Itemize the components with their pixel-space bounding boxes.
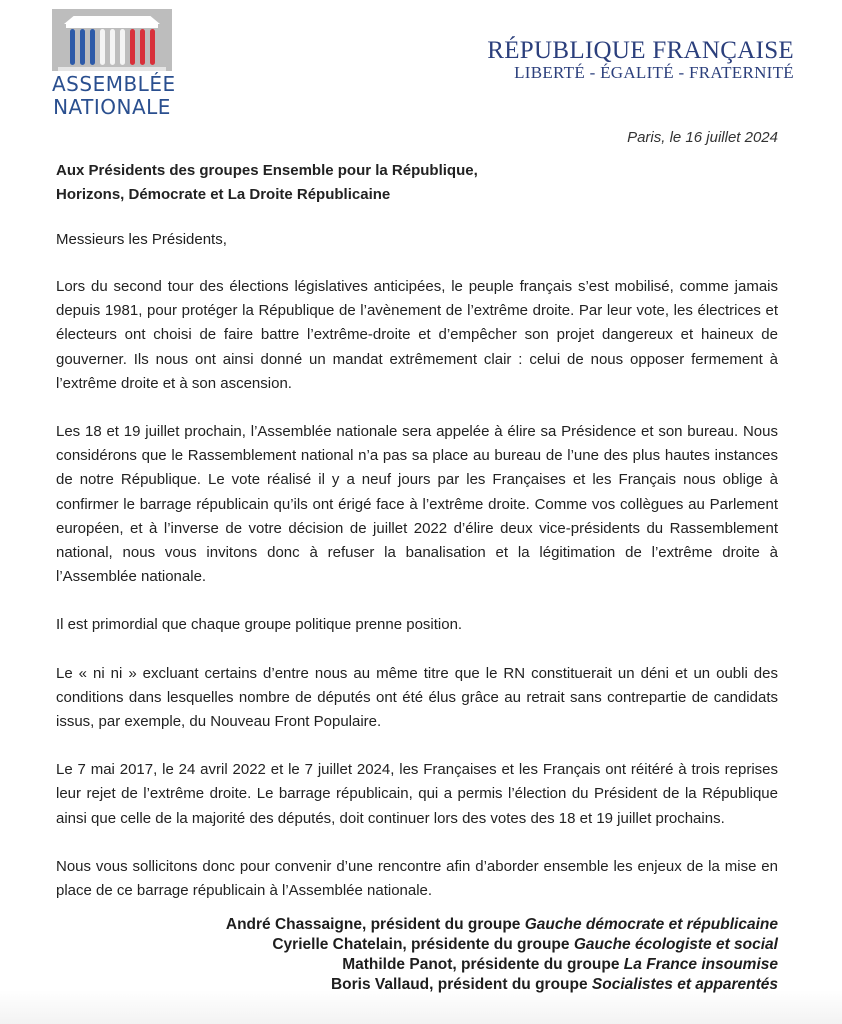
signatory-group: Gauche écologiste et social [573,936,778,953]
republique-header [487,38,794,82]
signature-line [226,915,778,935]
paragraph: Le 7 mai 2017, le 24 avril 2022 et le 7 juillet 2024, les Françaises et les Français ont réitéré à trois reprises leur rejet de l’extrême droite. Le barrage républicain, qui a permis l’élection du Président de la République ainsi que celle de la majorité des députés, doit continuer lors des votes des 18 et 19 juillet prochains. [56,761,778,827]
signature-line [226,975,778,995]
signatory-name-role: Boris Vallaud, président du groupe [330,976,592,993]
signatory-group: La France insoumise [623,956,778,973]
letter-body [56,275,778,927]
signature-line [226,935,778,955]
signatory-group: Gauche démocrate et républicaine [524,916,778,933]
paragraph: Il est primordial que chaque groupe politique prenne position. [56,616,463,634]
signatory-name-role: Mathilde Panot, présidente du groupe [342,956,624,973]
republique-title: RÉPUBLIQUE FRANÇAISE [487,37,794,64]
signatory-group: Socialistes et apparentés [591,976,778,993]
signature-line [226,955,778,975]
paragraph: Le « ni ni » excluant certains d’entre nous au même titre que le RN constituerait un déni et un oubli des conditions dans lesquelles nombre de députés ont été élus grâce au retrait sans contrepartie de candidats issus, par exemple, du Nouveau Front Populaire. [56,664,778,731]
logo-text-line2: NATIONALE [53,95,171,119]
addressee [56,159,478,207]
signatures [226,915,778,995]
republique-motto: LIBERTÉ - ÉGALITÉ - FRATERNITÉ [514,63,794,82]
letter-date: Paris, le 16 juillet 2024 [627,129,778,146]
addressee-line: Horizons, Démocrate et La Droite Républicaine [56,186,391,203]
hemicycle-icon [52,9,172,71]
paragraph: Lors du second tour des élections législatives anticipées, le peuple français s’est mobilisé, comme jamais depuis 1981, pour protéger la République de l’avènement de l’extrême droite. Par leur vote, les électrices et électeurs ont choisi de faire battre l’extrême-droite et d’empêcher son projet dangereux et haineux de gouverner. Ils nous ont ainsi donné un mandat extrêmement clair : celui de nous opposer fermement à l’extrême droite et à son ascension. [56,278,778,392]
signatory-name-role: Cyrielle Chatelain, présidente du groupe [272,936,574,953]
salutation: Messieurs les Présidents, [56,231,227,248]
assemblee-nationale-logo [52,9,176,119]
paragraph: Les 18 et 19 juillet prochain, l’Assemblée nationale sera appelée à élire sa Présidence et son bureau. Nous considérons que le Rassemblement national n’a pas sa place au bureau de l’une des plus hautes instances de notre République. Le vote réalisé il y a neuf jours par les Françaises et les Français nous oblige à confirmer le barrage républicain qu’ils ont érigé face à l’extrême droite. Comme vos collègues au Parlement européen, et à l’inverse de votre décision de juillet 2022 d’élire deux vice-présidents du Rassemblement national, nous vous invitons donc à refuser la banalisation et la légitimation de l’extrême droite à l’Assemblée nationale. [56,423,778,586]
logo-text-line1: ASSEMBLÉE [52,72,176,96]
paragraph: Nous vous sollicitons donc pour convenir d’une rencontre afin d’aborder ensemble les enjeux de la mise en place de ce barrage républicain à l’Assemblée nationale. [56,857,778,900]
addressee-line: Aux Présidents des groupes Ensemble pour la République, [56,162,478,179]
signatory-name-role: André Chassaigne, président du groupe [225,916,525,933]
